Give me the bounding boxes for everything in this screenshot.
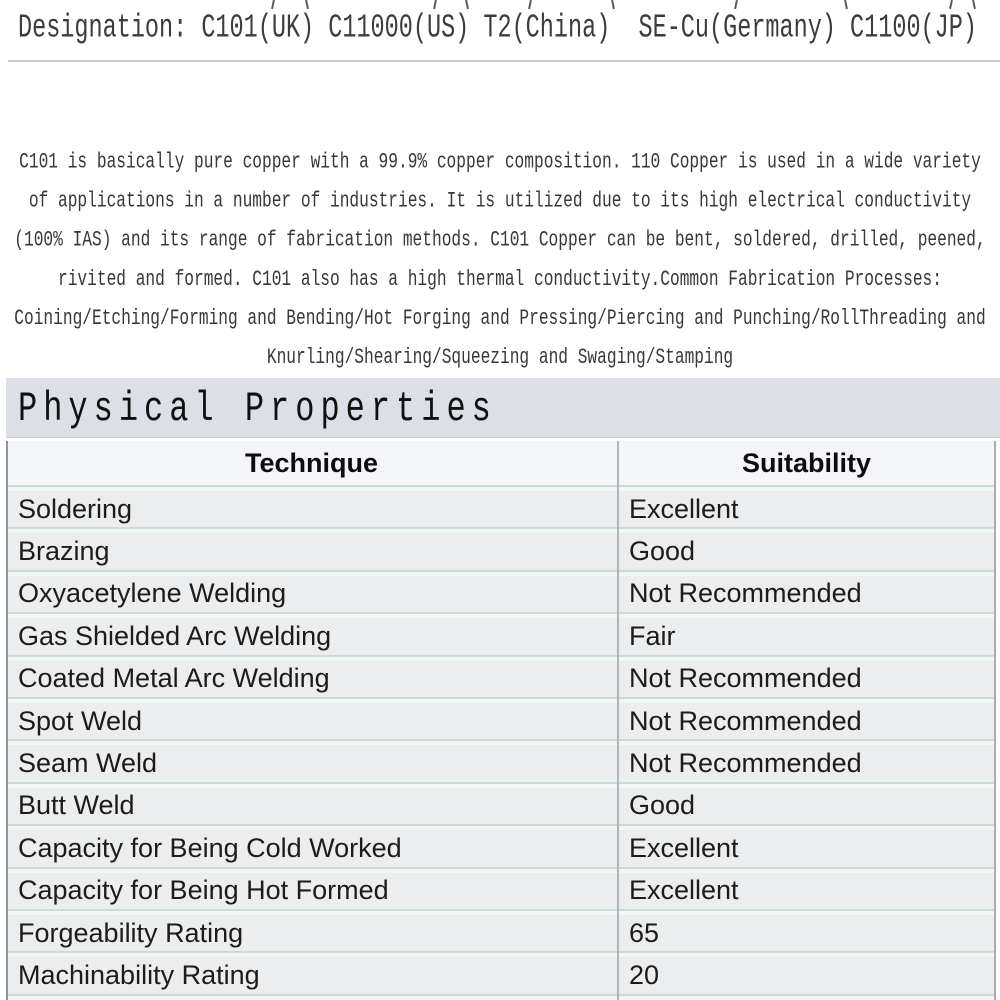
table-row: [6, 873, 996, 909]
cell-technique: Seam Weld: [18, 748, 158, 779]
table-row: [6, 830, 996, 866]
cropped-glyph-mark: [734, 0, 738, 9]
cropped-glyph-mark: [972, 0, 976, 9]
row-separator: [6, 994, 996, 1000]
cropped-glyph-mark: [611, 0, 615, 9]
table-header-row: [6, 441, 996, 485]
cell-suitability: Excellent: [629, 875, 739, 906]
table-right-border: [994, 441, 996, 1000]
cell-technique: Forgeability Rating: [18, 917, 244, 948]
cropped-glyph-mark: [844, 0, 848, 9]
table-row: [6, 788, 996, 824]
description-line: rivited and formed. C101 also has a high thermal conductivity.Common Fabrication Processes:: [58, 267, 942, 292]
cell-technique: Machinability Rating: [18, 959, 260, 990]
cropped-glyph-mark: [433, 0, 437, 9]
cell-technique: Coated Metal Arc Welding: [18, 663, 330, 694]
cell-technique: Soldering: [18, 493, 133, 524]
cropped-glyph-mark: [528, 0, 532, 9]
table-row: [6, 703, 996, 739]
cropped-glyph-mark: [271, 0, 275, 9]
cell-technique: Butt Weld: [18, 790, 135, 821]
cell-suitability: 20: [629, 959, 660, 990]
cropped-glyph-mark: [465, 0, 469, 9]
cell-suitability: Not Recommended: [629, 748, 862, 779]
table-row: [6, 491, 996, 527]
cell-technique: Spot Weld: [18, 705, 143, 736]
cell-technique: Brazing: [18, 536, 110, 567]
table-row: [6, 915, 996, 951]
section-title: Physical Properties: [18, 385, 497, 434]
properties-table: [6, 441, 996, 1000]
table-row: [6, 957, 996, 993]
cell-suitability: Not Recommended: [629, 663, 862, 694]
cell-suitability: Not Recommended: [629, 578, 862, 609]
cell-suitability: Good: [629, 790, 696, 821]
cell-technique: Capacity for Being Cold Worked: [18, 832, 402, 863]
cell-suitability: Good: [629, 536, 696, 567]
table-column-divider: [617, 441, 619, 1000]
description-line: C101 is basically pure copper with a 99.9% copper composition. 110 Copper is used in a wide variety: [19, 149, 981, 175]
cell-suitability: Excellent: [629, 493, 739, 524]
table-row: [6, 618, 996, 654]
properties-table-body: [6, 485, 996, 1000]
description-line: Knurling/Shearing/Squeezing and Swaging/Stamping: [266, 345, 734, 370]
table-row: [6, 576, 996, 612]
description-paragraph: [0, 143, 1000, 378]
table-row: [6, 533, 996, 569]
cell-suitability: Not Recommended: [629, 705, 862, 736]
cell-suitability: Excellent: [629, 832, 739, 863]
cell-suitability: Fair: [629, 620, 676, 651]
table-row: [6, 745, 996, 781]
description-line: of applications in a number of industries. It is utilized due to its high electrical conductivity: [28, 188, 972, 214]
column-header-technique: Technique: [244, 447, 378, 478]
horizontal-rule: [8, 60, 1000, 62]
cropped-glyph-mark: [949, 0, 953, 9]
designation-line: Designation: C101(UK) C11000(US) T2(China) SE-Cu(Germany) C1100(JP): [18, 10, 977, 48]
column-header-suitability: Suitability: [741, 447, 871, 478]
table-left-border: [6, 441, 8, 1000]
description-line: (100% IAS) and its range of fabrication methods. C101 Copper can be bent, soldered, drilled, peened,: [14, 228, 986, 253]
cell-technique: Gas Shielded Arc Welding: [18, 620, 332, 651]
cell-technique: Oxyacetylene Welding: [18, 578, 287, 609]
table-row: [6, 661, 996, 697]
description-line: Coining/Etching/Forming and Bending/Hot Forging and Pressing/Piercing and Punching/RollThreading and: [14, 306, 986, 331]
section-header-band: [6, 378, 1000, 438]
cell-technique: Capacity for Being Hot Formed: [18, 875, 389, 906]
cell-suitability: 65: [629, 917, 660, 948]
cropped-glyph-mark: [305, 0, 309, 9]
